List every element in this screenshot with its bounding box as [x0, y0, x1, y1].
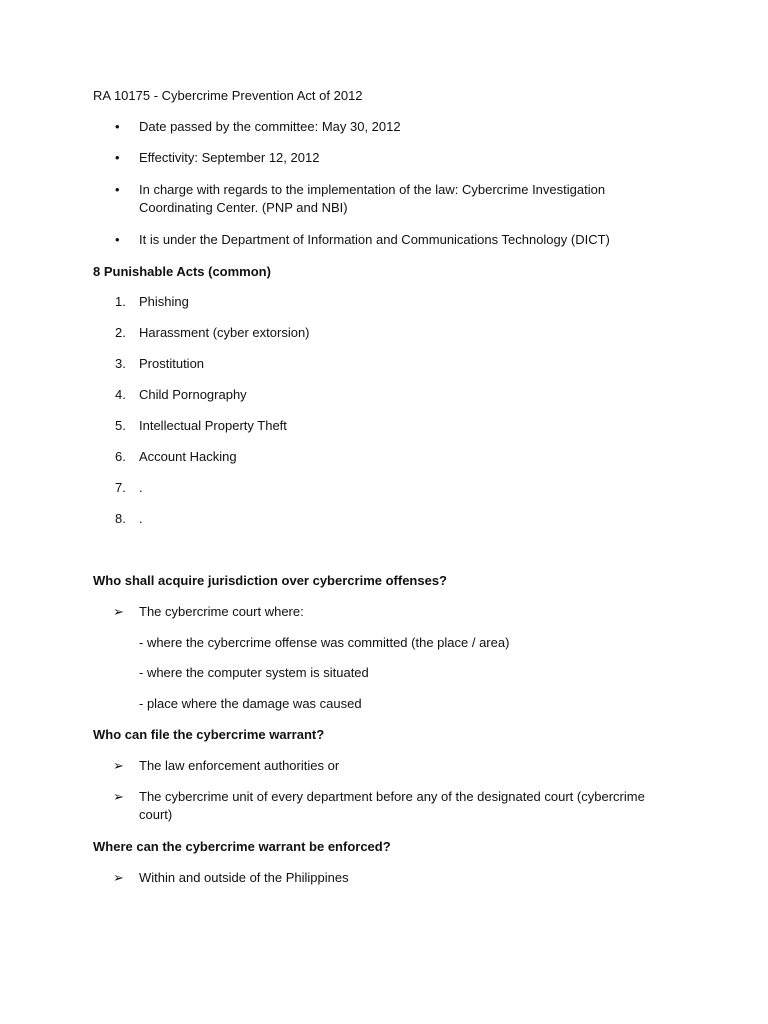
item-number: 6. [115, 449, 126, 464]
answer-text: The law enforcement authorities or [139, 758, 340, 773]
sub-text: - where the cybercrime offense was committed (the place / area) [139, 635, 510, 650]
bullet-text: Date passed by the committee: May 30, 2012 [139, 119, 401, 134]
answer-text: Within and outside of the Philippines [139, 870, 349, 885]
answer-text: The cybercrime court where: [139, 604, 304, 619]
question-heading: Who can file the cybercrime warrant? [93, 727, 325, 742]
item-text: Phishing [139, 294, 189, 309]
document-title: RA 10175 - Cybercrime Prevention Act of 2012 [93, 88, 363, 103]
item-text: . [139, 480, 143, 495]
question-heading: Who shall acquire jurisdiction over cybercrime offenses? [93, 573, 447, 588]
arrow-bullet-icon: ➢ [113, 604, 124, 619]
item-text: Account Hacking [139, 449, 237, 464]
arrow-bullet-icon: ➢ [113, 758, 124, 773]
item-number: 4. [115, 387, 126, 402]
item-text: . [139, 511, 143, 526]
item-number: 5. [115, 418, 126, 433]
item-text: Intellectual Property Theft [139, 418, 287, 433]
sub-text: - place where the damage was caused [139, 696, 362, 711]
bullet-icon: • [115, 119, 120, 134]
bullet-text: It is under the Department of Information and Communications Technology (DICT) [139, 232, 610, 247]
item-text: Prostitution [139, 356, 205, 371]
acts-heading: 8 Punishable Acts (common) [93, 264, 271, 279]
bullet-text: In charge with regards to the implementation of the law: Cybercrime Investigation Coordinating Center. (PNP and NBI) [139, 182, 606, 215]
bullet-icon: • [115, 232, 120, 247]
arrow-bullet-icon: ➢ [113, 870, 124, 885]
arrow-bullet-icon: ➢ [113, 789, 124, 804]
item-number: 2. [115, 325, 126, 340]
bullet-icon: • [115, 182, 120, 197]
bullet-text: Effectivity: September 12, 2012 [139, 150, 320, 165]
item-number: 1. [115, 294, 126, 309]
answer-text: The cybercrime unit of every department before any of the designated court (cybercrime court) [139, 789, 645, 822]
item-number: 8. [115, 511, 126, 526]
question-heading: Where can the cybercrime warrant be enforced? [93, 839, 391, 854]
item-text: Child Pornography [139, 387, 247, 402]
item-number: 3. [115, 356, 126, 371]
sub-text: - where the computer system is situated [139, 665, 369, 680]
item-text: Harassment (cyber extorsion) [139, 325, 310, 340]
item-number: 7. [115, 480, 126, 495]
bullet-icon: • [115, 150, 120, 165]
